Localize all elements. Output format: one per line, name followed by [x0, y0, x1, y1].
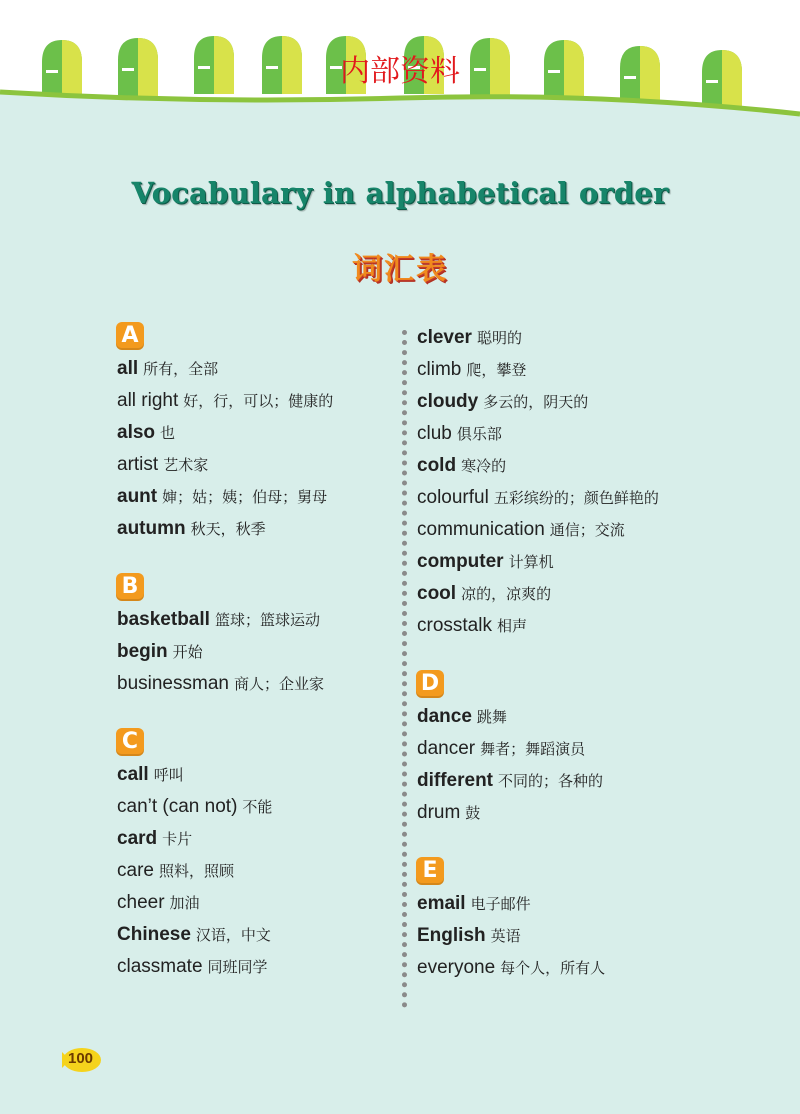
vocab-word: dancer [417, 738, 476, 759]
vocab-entry [117, 668, 395, 700]
letter-badge: C [116, 728, 144, 756]
vocab-word: clever [417, 327, 472, 348]
vocab-entry [117, 385, 395, 417]
letter-badge: B [116, 573, 144, 601]
vocab-word: can’t (can not) [117, 796, 238, 817]
vocab-entry [417, 701, 687, 733]
vocab-word: email [417, 893, 466, 914]
vocab-meaning: 英语 [490, 927, 521, 945]
vocab-word: all right [117, 390, 179, 411]
vocab-entry [417, 578, 687, 610]
vocab-meaning: 通信；交流 [549, 521, 625, 539]
vocab-meaning: 俱乐部 [456, 425, 502, 443]
vocab-entry [117, 417, 395, 449]
vocab-word: club [417, 423, 452, 444]
vocab-meaning: 卡片 [162, 830, 193, 848]
vocab-entry [417, 482, 687, 514]
vocab-word: colourful [417, 487, 489, 508]
vocab-word: all [117, 358, 139, 379]
vocab-entry [417, 546, 687, 578]
letter-badge: A [116, 322, 144, 350]
vocab-entry [417, 733, 687, 765]
vocab-entry [417, 386, 687, 418]
letter-group [117, 322, 395, 545]
vocab-meaning: 舞者；舞蹈演员 [480, 740, 586, 758]
vocab-word: dance [417, 706, 472, 727]
letter-badge: D [416, 670, 444, 698]
vocab-word: cheer [117, 892, 165, 913]
vocab-word: climb [417, 359, 462, 380]
vocab-entry [117, 513, 395, 545]
vocab-entry [417, 765, 687, 797]
vocab-entry [117, 855, 395, 887]
vocab-word: begin [117, 641, 168, 662]
vocab-entry [117, 919, 395, 951]
group-spacer [417, 642, 687, 670]
vocab-meaning: 计算机 [508, 553, 554, 571]
letter-group [417, 670, 687, 829]
vocab-word: card [117, 828, 158, 849]
vocab-meaning: 婶；姑；姨；伯母；舅母 [162, 488, 328, 506]
vocab-word: care [117, 860, 154, 881]
vocab-entry [117, 481, 395, 513]
vocab-meaning: 照料，照顾 [158, 862, 234, 880]
page-title: Vocabulary in alphabetical order [131, 176, 669, 210]
vocab-meaning: 相声 [496, 617, 527, 635]
vocab-meaning: 五彩缤纷的；颜色鲜艳的 [493, 489, 659, 507]
vocab-entry [417, 888, 687, 920]
vocab-meaning: 跳舞 [476, 708, 507, 726]
vocab-entry [417, 450, 687, 482]
vocab-entry [417, 952, 687, 984]
vocab-meaning: 不同的；各种的 [498, 772, 604, 790]
vocab-meaning: 好，行，可以；健康的 [183, 392, 334, 410]
vocab-entry [117, 449, 395, 481]
vocab-entry [117, 823, 395, 855]
letter-group [417, 857, 687, 984]
group-spacer [117, 545, 395, 573]
vocab-meaning: 汉语，中文 [195, 926, 271, 944]
vocab-meaning: 不能 [242, 798, 273, 816]
vocab-word: communication [417, 519, 545, 540]
vocab-word: basketball [117, 609, 210, 630]
vocab-word: cold [417, 455, 457, 476]
vocab-meaning: 所有，全部 [143, 360, 219, 378]
vocab-entry [417, 418, 687, 450]
page-subtitle: 词汇表 [352, 252, 448, 287]
vocab-meaning: 凉的，凉爽的 [461, 585, 552, 603]
vocab-word: call [117, 764, 149, 785]
letter-group [117, 573, 395, 700]
vocab-meaning: 电子邮件 [470, 895, 531, 913]
vocab-meaning: 开始 [172, 643, 203, 661]
watermark-text: 内部资料 [340, 54, 460, 89]
vocab-meaning: 每个人，所有人 [500, 959, 606, 977]
vocab-entry [417, 920, 687, 952]
left-column [117, 322, 395, 983]
vocab-entry [117, 951, 395, 983]
vocab-word: cool [417, 583, 457, 604]
vocab-word: also [117, 422, 156, 443]
vocab-entry [417, 797, 687, 829]
vocab-word: classmate [117, 956, 203, 977]
vocab-word: businessman [117, 673, 229, 694]
vocab-entry [117, 636, 395, 668]
vocab-meaning: 聪明的 [476, 329, 522, 347]
vocab-entry [117, 759, 395, 791]
vocab-meaning: 爬，攀登 [466, 361, 527, 379]
vocab-meaning: 也 [160, 424, 176, 442]
vocab-word: artist [117, 454, 159, 475]
vocab-word: drum [417, 802, 461, 823]
letter-group [417, 322, 687, 642]
group-spacer [117, 700, 395, 728]
vocab-meaning: 加油 [169, 894, 200, 912]
vocab-word: English [417, 925, 486, 946]
vocab-entry [417, 354, 687, 386]
vocab-meaning: 同班同学 [207, 958, 268, 976]
letter-group [117, 728, 395, 983]
vocab-meaning: 秋天，秋季 [190, 520, 266, 538]
vocab-entry [117, 887, 395, 919]
vocab-word: Chinese [117, 924, 191, 945]
vocab-word: computer [417, 551, 504, 572]
vocab-word: autumn [117, 518, 186, 539]
page-number-text: 100 [68, 1050, 94, 1067]
vocab-entry [417, 610, 687, 642]
vocab-entry [117, 353, 395, 385]
group-spacer [417, 829, 687, 857]
vocab-word: different [417, 770, 493, 791]
letter-badge: E [416, 857, 444, 885]
vocab-word: aunt [117, 486, 158, 507]
vocab-word: cloudy [417, 391, 479, 412]
vocab-meaning: 寒冷的 [461, 457, 507, 475]
vocab-word: everyone [417, 957, 496, 978]
vocab-meaning: 鼓 [465, 804, 481, 822]
column-divider [402, 330, 407, 1008]
page-number [58, 1046, 102, 1074]
vocab-meaning: 艺术家 [163, 456, 209, 474]
vocab-entry [417, 514, 687, 546]
vocab-meaning: 商人；企业家 [233, 675, 324, 693]
vocab-entry [417, 322, 687, 354]
right-column [417, 322, 687, 984]
vocab-meaning: 篮球；篮球运动 [214, 611, 320, 629]
vocab-word: crosstalk [417, 615, 492, 636]
vocab-meaning: 多云的，阴天的 [483, 393, 589, 411]
vocab-entry [117, 791, 395, 823]
vocab-entry [117, 604, 395, 636]
vocab-meaning: 呼叫 [153, 766, 184, 784]
